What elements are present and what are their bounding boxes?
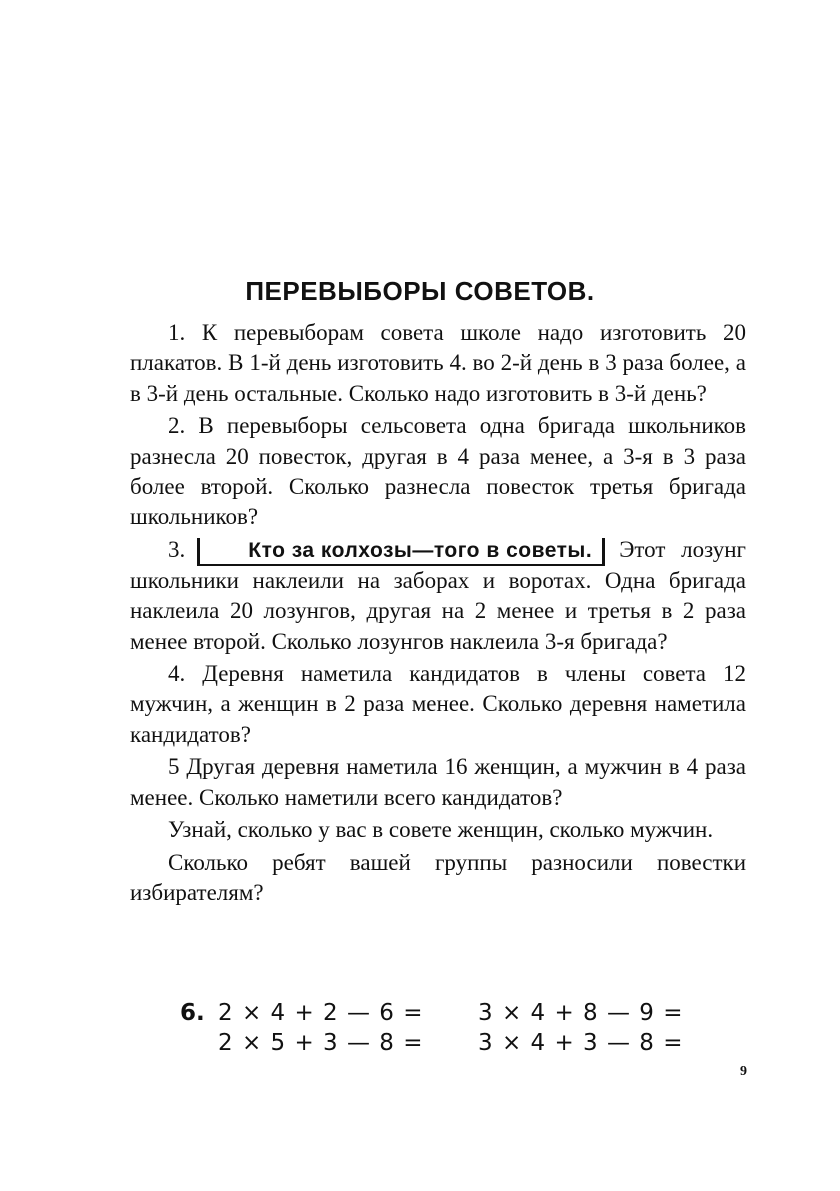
task-a: Узнай, сколько у вас в совете женщин, сколько мужчин. (168, 817, 714, 843)
expression-left-2: 2 × 5 + 3 — 8 = (218, 1030, 424, 1056)
problem-2: 2. В перевыборы сельсовета одна бригада школьников разнесла 20 повесток, другая в 4 раза менее, а 3-я в 3 раза более второй. Сколько разнесла повесток третья бригада школьников? (130, 413, 746, 530)
problems-block (130, 318, 746, 910)
page-title: ПЕРЕВЫБОРЫ СОВЕТОВ. (245, 276, 595, 306)
page-number: 9 (740, 1064, 747, 1079)
problem-5: 5 Другая деревня наметила 16 женщин, а мужчин в 4 раза менее. Сколько наметили всего кандидатов? (130, 754, 746, 810)
problem-1: 1. К перевыборам совета школе надо изготовить 20 плакатов. В 1-й день изготовить 4. во 2-й день в 3 раза более, а в 3-й день остальные. Сколько надо изготовить в 3-й день? (130, 320, 746, 406)
expression-right-2: 3 × 4 + 3 — 8 = (478, 1030, 684, 1056)
expression-right-1: 3 × 4 + 8 — 9 = (478, 1000, 684, 1026)
problem-3-text: Этот лозунг школьники наклеили на заборах и воротах. Одна бригада наклеила 20 лозунгов, другая на 2 менее и третья в 2 раза менее второй. Сколько лозунгов наклеила 3-я бригада? (130, 536, 746, 654)
problem-3-number: 3. (168, 536, 186, 562)
exercise-number: 6. (180, 1000, 205, 1026)
problem-4: 4. Деревня наметила кандидатов в члены совета 12 мужчин, а женщин в 2 раза менее. Сколько деревня наметила кандидатов? (130, 661, 746, 747)
task-b: Сколько ребят вашей группы разносили повестки избирателям? (130, 849, 746, 905)
problem-3 (130, 535, 746, 657)
expression-left-1: 2 × 4 + 2 — 6 = (218, 1000, 424, 1026)
slogan-box: Кто за колхозы—того в советы. (197, 538, 605, 566)
